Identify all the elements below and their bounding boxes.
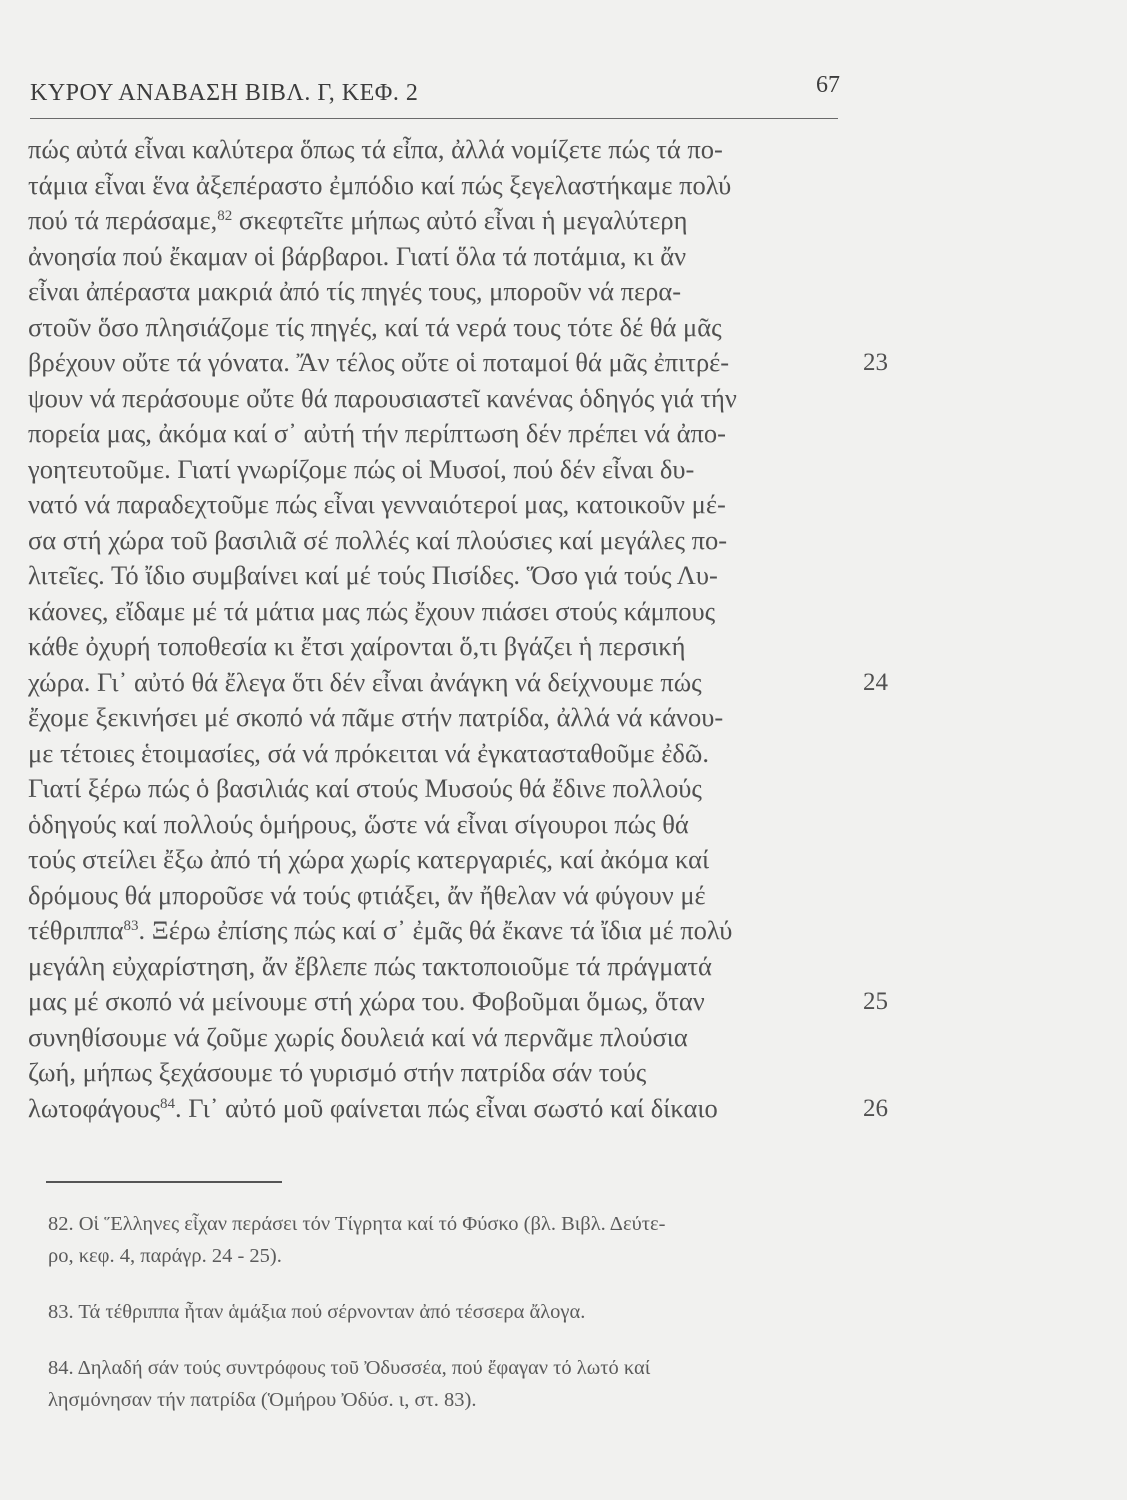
line-text: μεγάλη εὐχαρίστηση, ἄν ἔβλεπε πώς τακτοποιοῦμε τά πράγματά bbox=[28, 950, 712, 981]
line-text: συνηθίσουμε νά ζοῦμε χωρίς δουλειά καί νά περνᾶμε πλούσια bbox=[28, 1021, 688, 1052]
line-text-continued: . Γι᾽ αὐτό μοῦ φαίνεται πώς εἶναι σωστό καί δίκαιο bbox=[174, 1092, 718, 1123]
text-line bbox=[28, 274, 848, 310]
text-line bbox=[28, 452, 848, 488]
footnote-line: 82. Οἱ Ἕλληνες εἶχαν περάσει τόν Τίγρητα καί τό Φύσκο (βλ. Βιβλ. Δεύτε- bbox=[48, 1213, 666, 1235]
header-rule bbox=[30, 118, 838, 119]
text-line bbox=[28, 168, 848, 204]
line-text: χώρα. Γι᾽ αὐτό θά ἔλεγα ὅτι δέν εἶναι ἀνάγκη νά δείχνουμε πώς bbox=[28, 666, 702, 697]
line-text: κάθε ὀχυρή τοποθεσία κι ἔτσι χαίρονται ὅ,τι βγάζει ἡ περσική bbox=[28, 631, 686, 661]
text-line bbox=[28, 700, 848, 736]
footnote-rule bbox=[46, 1181, 282, 1183]
text-line bbox=[28, 523, 848, 559]
page-number: 67 bbox=[816, 72, 840, 98]
text-line bbox=[28, 878, 848, 914]
text-line bbox=[28, 558, 848, 594]
line-text: λιτεῖες. Τό ἴδιο συμβαίνει καί μέ τούς Πισίδες. Ὅσο γιά τούς Λυ- bbox=[28, 560, 718, 590]
footnote bbox=[48, 1352, 878, 1416]
section-number: 26 bbox=[863, 1094, 888, 1122]
line-text: λωτοφάγους bbox=[28, 1092, 160, 1123]
footnote-line: λησμόνησαν τήν πατρίδα (Ὁμήρου Ὀδύσ. ι, στ. 83). bbox=[48, 1389, 477, 1411]
line-text: ψουν νά περάσουμε οὔτε θά παρουσιαστεῖ κανένας ὁδηγός γιά τήν bbox=[28, 382, 737, 413]
line-text: Γιατί ξέρω πώς ὁ βασιλιάς καί στούς Μυσούς θά ἔδινε πολλούς bbox=[28, 773, 702, 803]
text-line bbox=[28, 949, 848, 985]
section-number: 23 bbox=[863, 349, 888, 376]
text-line bbox=[28, 132, 848, 168]
line-text: ἀνοησία πού ἔκαμαν οἱ βάρβαροι. Γιατί ὅλα τά ποτάμια, κι ἄν bbox=[28, 240, 687, 271]
line-text-continued: σκεφτεῖτε μήπως αὐτό εἶναι ἡ μεγαλύτερη bbox=[232, 205, 688, 235]
line-text: σα στή χώρα τοῦ βασιλιᾶ σέ πολλές καί πλούσιες καί μεγάλες πο- bbox=[28, 524, 728, 555]
text-line bbox=[28, 203, 848, 239]
text-line bbox=[28, 913, 848, 949]
line-text: με τέτοιες ἑτοιμασίες, σά νά πρόκειται νά ἐγκατασταθοῦμε ἐδῶ. bbox=[28, 737, 709, 768]
text-line bbox=[28, 345, 888, 381]
line-text-continued: . Ξέρω ἐπίσης πώς καί σ᾽ ἐμᾶς θά ἔκανε τά ἴδια μέ πολύ bbox=[138, 915, 733, 945]
text-line bbox=[28, 594, 848, 630]
line-text: πορεία μας, ἀκόμα καί σ᾽ αὐτή τήν περίπτωση δέν πρέπει νά ἀπο- bbox=[28, 418, 726, 448]
line-text: γοητευτοῦμε. Γιατί γνωρίζομε πώς οἱ Μυσοί, πού δέν εἶναι δυ- bbox=[28, 453, 695, 484]
footnote-ref: 84 bbox=[159, 1095, 175, 1112]
body-text bbox=[28, 132, 888, 1126]
running-header bbox=[30, 72, 840, 112]
footnote bbox=[48, 1208, 878, 1272]
line-text: νατό νά παραδεχτοῦμε πώς εἶναι γενναιότεροί μας, κατοικοῦν μέ- bbox=[28, 489, 726, 519]
line-text: στοῦν ὅσο πλησιάζομε τίς πηγές, καί τά νερά τους τότε δέ θά μᾶς bbox=[28, 311, 722, 342]
footnote-line: ρο, κεφ. 4, παράγρ. 24 - 25). bbox=[48, 1245, 282, 1267]
footnote-line: 84. Δηλαδή σάν τούς συντρόφους τοῦ Ὀδυσσέα, πού ἔφαγαν τό λωτό καί bbox=[48, 1357, 651, 1379]
text-line bbox=[28, 487, 848, 523]
line-text: μας μέ σκοπό νά μείνουμε στή χώρα του. Φοβοῦμαι ὅμως, ὅταν bbox=[28, 986, 705, 1016]
line-text: τούς στείλει ἔξω ἀπό τή χώρα χωρίς κατεργαριές, καί ἀκόμα καί bbox=[28, 844, 710, 874]
text-line bbox=[28, 665, 888, 701]
line-text: κάονες, εἴδαμε μέ τά μάτια μας πώς ἔχουν πιάσει στούς κάμπους bbox=[28, 595, 716, 626]
text-line bbox=[28, 984, 888, 1020]
line-text: τέθριππα bbox=[28, 915, 124, 945]
text-line bbox=[28, 381, 848, 417]
line-text: πού τά περάσαμε, bbox=[28, 205, 218, 235]
footnote-ref: 82 bbox=[217, 208, 233, 224]
footnote-ref: 83 bbox=[123, 918, 139, 934]
line-text: τάμια εἶναι ἕνα ἀξεπέραστο ἐμπόδιο καί πώς ξεγελαστήκαμε πολύ bbox=[28, 169, 732, 200]
line-text: πώς αὐτά εἶναι καλύτερα ὅπως τά εἶπα, ἀλλά νομίζετε πώς τά πο- bbox=[28, 134, 723, 164]
text-line bbox=[28, 842, 848, 878]
text-line bbox=[28, 1055, 848, 1091]
line-text: ἔχομε ξεκινήσει μέ σκοπό νά πᾶμε στήν πατρίδα, ἀλλά νά κάνου- bbox=[28, 702, 724, 732]
line-text: ὁδηγούς καί πολλούς ὁμήρους, ὥστε νά εἶναι σίγουροι πώς θά bbox=[28, 808, 689, 839]
line-text: ζωή, μήπως ξεχάσουμε τό γυρισμό στήν πατρίδα σάν τούς bbox=[28, 1057, 647, 1087]
text-line bbox=[28, 310, 848, 346]
text-line bbox=[28, 416, 848, 452]
line-text: εἶναι ἀπέραστα μακριά ἀπό τίς πηγές τους, μποροῦν νά περα- bbox=[28, 276, 682, 306]
text-line bbox=[28, 1091, 888, 1127]
line-text: βρέχουν οὔτε τά γόνατα. Ἄν τέλος οὔτε οἱ ποταμοί θά μᾶς ἐπιτρέ- bbox=[28, 347, 730, 377]
text-line bbox=[28, 807, 848, 843]
section-number: 25 bbox=[863, 988, 888, 1015]
text-line bbox=[28, 736, 848, 772]
footnote bbox=[48, 1296, 878, 1328]
text-line bbox=[28, 629, 848, 665]
header-title: ΚΥΡΟΥ ΑΝΑΒΑΣΗ ΒΙΒΛ. Γ, ΚΕΦ. 2 bbox=[30, 80, 419, 106]
text-line bbox=[28, 239, 848, 275]
line-text: δρόμους θά μποροῦσε νά τούς φτιάξει, ἄν ἤθελαν νά φύγουν μέ bbox=[28, 879, 706, 910]
text-line bbox=[28, 771, 848, 807]
footnotes bbox=[48, 1208, 878, 1440]
footnote-line: 83. Τά τέθριππα ἦταν ἁμάξια πού σέρνονταν ἀπό τέσσερα ἄλογα. bbox=[48, 1301, 586, 1323]
text-line bbox=[28, 1020, 848, 1056]
section-number: 24 bbox=[863, 668, 888, 696]
